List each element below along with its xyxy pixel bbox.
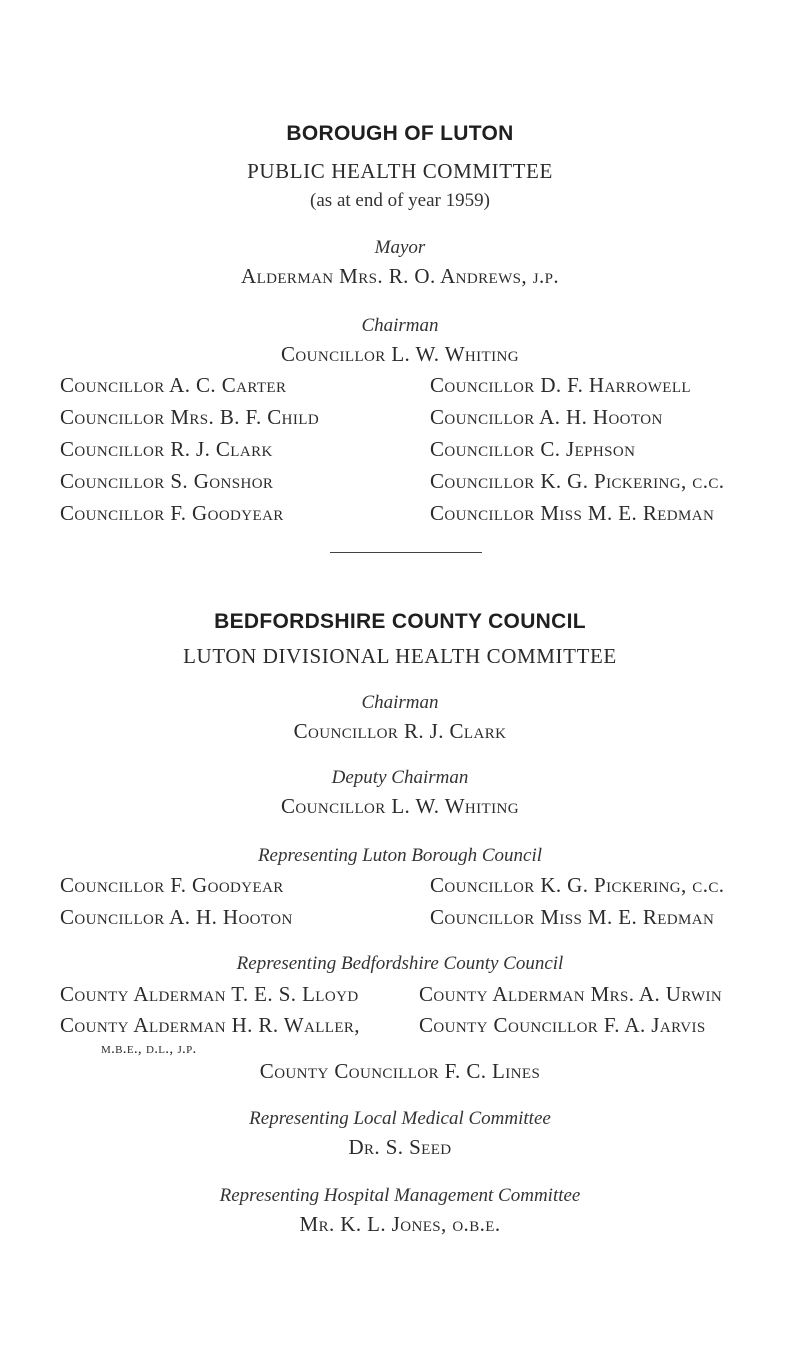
member-right-3: Councillor C. Jephson — [430, 437, 636, 461]
beds-rep-center: County Councillor F. C. Lines — [259, 1059, 541, 1083]
member-right-1: Councillor D. F. Harrowell — [430, 373, 691, 397]
beds-rep-honours: m.b.e., d.l., j.p. — [101, 1041, 197, 1057]
member-left-3: Councillor R. J. Clark — [60, 437, 273, 461]
member-left-4: Councillor S. Gonshor — [60, 469, 274, 493]
member-left-5: Councillor F. Goodyear — [60, 501, 284, 525]
medical-committee-label: Representing Local Medical Committee — [249, 1108, 551, 1129]
county-chairman-label: Chairman — [361, 692, 439, 713]
luton-rep-left-2: Councillor A. H. Hooton — [60, 905, 293, 929]
member-right-2: Councillor A. H. Hooton — [430, 405, 663, 429]
deputy-chairman-name: Councillor L. W. Whiting — [281, 794, 519, 818]
beds-rep-left-1: County Alderman T. E. S. Lloyd — [60, 982, 359, 1006]
county-chairman-name: Councillor R. J. Clark — [293, 719, 507, 743]
county-title: BEDFORDSHIRE COUNTY COUNCIL — [214, 610, 586, 633]
luton-rep-right-1: Councillor K. G. Pickering, c.c. — [430, 873, 725, 897]
member-right-5: Councillor Miss M. E. Redman — [430, 501, 715, 525]
member-left-2: Councillor Mrs. B. F. Child — [60, 405, 320, 429]
beds-rep-right-1: County Alderman Mrs. A. Urwin — [419, 982, 723, 1006]
chairman-label: Chairman — [361, 315, 439, 336]
luton-rep-right-2: Councillor Miss M. E. Redman — [430, 905, 715, 929]
beds-rep-left-2: County Alderman H. R. Waller, — [60, 1013, 360, 1037]
borough-committee-title: PUBLIC HEALTH COMMITTEE — [247, 159, 553, 183]
medical-committee-rep: Dr. S. Seed — [348, 1135, 452, 1159]
hospital-committee-rep: Mr. K. L. Jones, o.b.e. — [299, 1212, 501, 1236]
member-right-4: Councillor K. G. Pickering, c.c. — [430, 469, 725, 493]
mayor-name: Alderman Mrs. R. O. Andrews, j.p. — [241, 264, 559, 288]
hospital-committee-label: Representing Hospital Management Committee — [219, 1185, 581, 1206]
borough-title: BOROUGH OF LUTON — [286, 122, 514, 145]
chairman-name: Councillor L. W. Whiting — [281, 342, 519, 366]
luton-rep-left-1: Councillor F. Goodyear — [60, 873, 284, 897]
member-left-1: Councillor A. C. Carter — [60, 373, 287, 397]
mayor-label: Mayor — [374, 237, 426, 258]
bedfordshire-representatives-label: Representing Bedfordshire County Council — [236, 953, 564, 974]
section-divider — [330, 552, 482, 553]
luton-representatives-label: Representing Luton Borough Council — [257, 845, 543, 866]
deputy-chairman-label: Deputy Chairman — [331, 767, 469, 788]
beds-rep-right-2: County Councillor F. A. Jarvis — [419, 1013, 706, 1037]
divisional-committee-title: LUTON DIVISIONAL HEALTH COMMITTEE — [183, 644, 617, 668]
date-note: (as at end of year 1959) — [310, 190, 490, 211]
